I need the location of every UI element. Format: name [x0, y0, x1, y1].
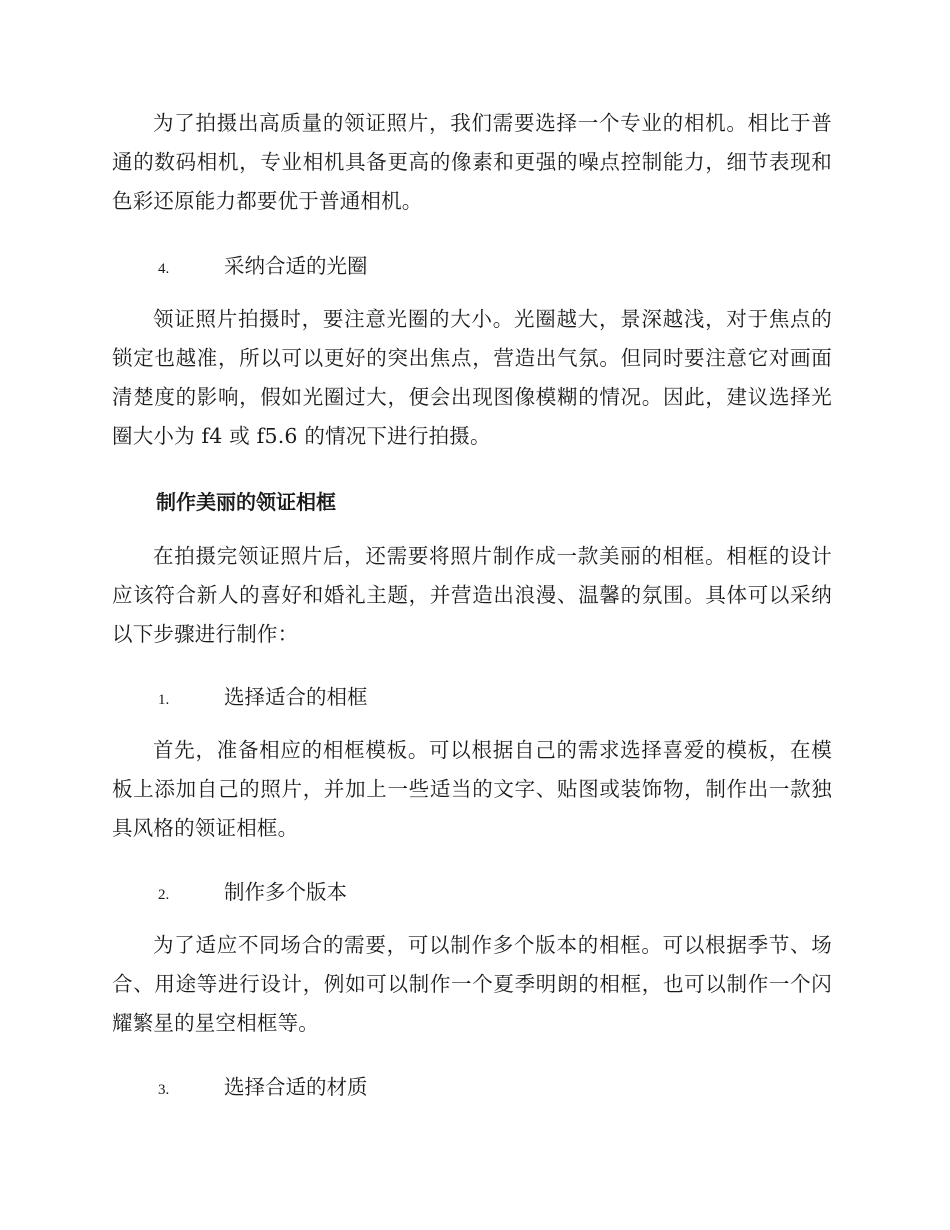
list-item-versions	[158, 873, 347, 912]
list-number: 3.	[158, 1082, 170, 1098]
list-number: 2.	[158, 887, 170, 903]
paragraph-camera: 为了拍摄出高质量的领证照片，我们需要选择一个专业的相机。相比于普通的数码相机，专业相机具备更高的像素和更强的噪点控制能力，细节表现和色彩还原能力都要优于普通相机。	[112, 111, 832, 213]
list-number: 4.	[158, 261, 170, 277]
paragraph-aperture: 领证照片拍摄时，要注意光圈的大小。光圈越大，景深越浅，对于焦点的锁定也越准，所以可以更好的突出焦点，营造出气氛。但同时要注意它对画面清楚度的影响，假如光圈过大，便会出现图像模糊的情况。因此，建议选择光圈大小为 f4 或 f5.6 的情况下进行拍摄。	[112, 307, 832, 448]
list-item-text: 选择合适的材质	[224, 1075, 368, 1099]
list-item-choose-frame	[158, 678, 368, 717]
list-item-aperture	[158, 247, 368, 286]
section-heading-frame: 制作美丽的领证相框	[156, 490, 336, 514]
list-number: 1.	[158, 692, 170, 708]
list-item-text: 选择适合的相框	[224, 685, 368, 709]
list-item-text: 制作多个版本	[224, 880, 347, 904]
paragraph-versions: 为了适应不同场合的需要，可以制作多个版本的相框。可以根据季节、场合、用途等进行设计，例如可以制作一个夏季明朗的相框，也可以制作一个闪耀繁星的星空相框等。	[112, 933, 832, 1035]
list-item-material	[158, 1068, 368, 1107]
paragraph-frame-intro: 在拍摄完领证照片后，还需要将照片制作成一款美丽的相框。相框的设计应该符合新人的喜好和婚礼主题，并营造出浪漫、温馨的氛围。具体可以采纳以下步骤进行制作：	[112, 544, 832, 646]
paragraph-choose-frame: 首先，准备相应的相框模板。可以根据自己的需求选择喜爱的模板，在模板上添加自己的照片，并加上一些适当的文字、贴图或装饰物，制作出一款独具风格的领证相框。	[112, 738, 832, 840]
list-item-text: 采纳合适的光圈	[224, 254, 368, 278]
